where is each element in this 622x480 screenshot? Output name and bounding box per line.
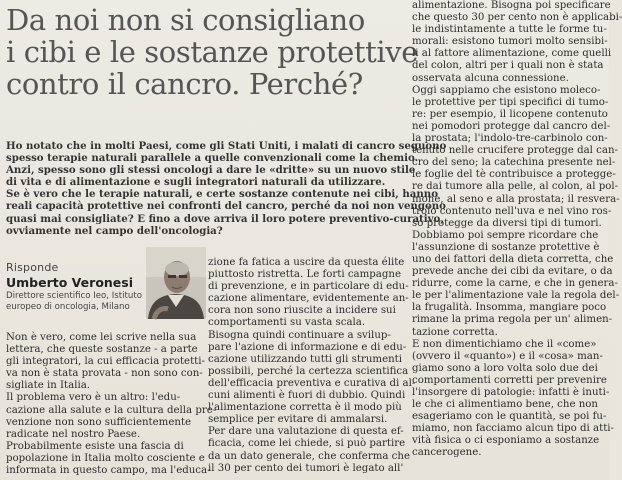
headline-line-3: contro il cancro. Perché? bbox=[6, 67, 363, 101]
author-role bbox=[6, 291, 146, 313]
column-1-line: gli integratori, la cui efficacia protetti- bbox=[6, 356, 205, 368]
column-3-line: Dobbiamo poi sempre ricordare che bbox=[412, 229, 599, 241]
column-2-line: cuni alimenti è fuori di dubbio. Quindi bbox=[208, 390, 406, 402]
column-3-line: mone, al seno e alla prostata; il resvera- bbox=[412, 193, 620, 205]
letter-line: di vita e di alimentazione e sugli integratori naturali da utilizzare. bbox=[6, 176, 386, 189]
column-1-line: radicate nel nostro Paese. bbox=[6, 428, 141, 440]
column-2-line: zione fa fatica a uscire da questa élite bbox=[208, 257, 405, 268]
column-3-line: nei pomodori protegge dal cancro del- bbox=[412, 120, 611, 132]
letter-line: Se è vero che le terapie naturali, e certe sostanze contenute nei cibi, hanno bbox=[6, 188, 438, 201]
column-2-line: cazione alimentare, evidentemente an- bbox=[208, 293, 409, 305]
column-3-line: re: per esempio, il licopene contenuto bbox=[412, 108, 608, 120]
column-3-line: comportamenti corretti per prevenire bbox=[412, 374, 607, 386]
reader-letter bbox=[6, 140, 447, 237]
column-3-line: li al fattore alimentazione, come quelli bbox=[412, 48, 612, 60]
column-1-line: sigliate in Italia. bbox=[6, 380, 91, 392]
author-role-line-2: europeo di oncologia, Milano bbox=[6, 302, 130, 312]
response-column-1 bbox=[6, 332, 217, 477]
column-2-line: Bisogna quindi continuare a svilup- bbox=[208, 329, 391, 341]
response-column-2 bbox=[208, 257, 416, 475]
column-2-line: pare l'azione di informazione e di edu- bbox=[208, 341, 407, 353]
author-role-line-1: Direttore scientifico Ieo, Istituto bbox=[6, 291, 142, 301]
column-3-line: cro del seno; la catechina presente nel- bbox=[412, 157, 616, 169]
column-3-line: morali: esistono tumori molto sensibi- bbox=[412, 36, 608, 48]
column-3-line: le per l'alimentazione vale la regola del- bbox=[412, 290, 620, 302]
column-3-line: cancerogene. bbox=[412, 447, 482, 459]
column-1-line: Non è vero, come lei scrive nella sua bbox=[6, 332, 197, 343]
column-3-line: alimentazione. Bisogna poi specificare bbox=[412, 0, 611, 11]
column-1-line: Probabilmente esiste una fascia di bbox=[6, 440, 184, 452]
column-2-line: il 30 per cento dei tumori è legato all' bbox=[208, 462, 404, 474]
column-1-line: cazione alla salute e la cultura della pre- bbox=[6, 404, 217, 416]
column-3-line: l'assunzione di sostanze protettive è bbox=[412, 241, 600, 253]
column-1-line: Il problema vero è un altro: l'edu- bbox=[6, 392, 181, 404]
column-3-line: uno dei fattori della dieta corretta, che bbox=[412, 253, 614, 265]
column-2-line: comportamenti su vasta scala. bbox=[208, 317, 366, 329]
column-2-line: piuttosto ristretta. Le forti campagne bbox=[208, 269, 401, 281]
column-3-line: l'insorgere di patologie: infatti è inuti- bbox=[412, 387, 610, 398]
headline-line-2: i cibi e le sostanze protettive bbox=[6, 35, 419, 69]
column-1-line: va non è stata provata - non sono con- bbox=[6, 368, 203, 380]
column-3-line: tazione corretta. bbox=[412, 326, 498, 338]
column-3-line: tenuto nelle crucifere protegge dal can- bbox=[412, 145, 618, 157]
letter-line: spesso terapie naturali parallele a quelle convenzionali come la chemio. bbox=[6, 152, 419, 165]
column-3-line: osservata alcuna connessione. bbox=[412, 72, 569, 84]
headline bbox=[6, 3, 419, 101]
column-2-line: ficacia, come lei chiede, si può partire bbox=[208, 438, 406, 450]
column-3-line: ridurre, come la carne, e che in genera- bbox=[412, 278, 618, 290]
column-3-line: le protettive per tipi specifici di tumo- bbox=[412, 96, 609, 108]
column-1-line: lettera, che queste sostanze - a parte bbox=[6, 344, 198, 356]
response-column-3 bbox=[412, 0, 622, 460]
column-2-line: da un dato generale, che conferma che bbox=[208, 450, 410, 462]
column-3-line: esageriamo con le quantità, se poi fu- bbox=[412, 411, 607, 423]
column-2-line: possibili, perché la certezza scientifica bbox=[208, 365, 409, 377]
letter-line: reali capacità protettive nei confronti del cancro, perché da noi non vengono bbox=[6, 200, 446, 213]
column-1-line: informata in questo campo, ma l'educa- bbox=[6, 465, 211, 477]
author-name: Umberto Veronesi bbox=[6, 275, 134, 290]
response-label: Risponde bbox=[6, 261, 59, 274]
letter-line: ovviamente nel campo dell'oncologia? bbox=[6, 224, 223, 237]
column-3-line: trolo contenuto nell'uva e nel vino ros- bbox=[412, 205, 612, 217]
column-3-line: le foglie del tè contribuisce a protegge- bbox=[412, 169, 616, 181]
column-2-line: l'alimentazione corretta è il modo più bbox=[208, 402, 402, 414]
column-1-line: popolazione in Italia molto cosciente e bbox=[6, 452, 205, 464]
column-2-line: Per dare una valutazione di questa ef- bbox=[208, 426, 404, 438]
column-3-line: prevede anche dei cibi da evitare, o da bbox=[412, 266, 613, 278]
author-photo bbox=[146, 247, 206, 319]
column-3-line: del colon, altri per i quali non è stata bbox=[412, 60, 604, 72]
column-3-line: (ovvero il «quanto») e il «cosa» man- bbox=[412, 350, 603, 362]
column-3-line: miamo, non facciamo alcun tipo di atti- bbox=[412, 423, 614, 435]
column-3-line: E non dimentichiamo che il «come» bbox=[412, 338, 597, 350]
letter-line: quasi mai consigliate? E fino a dove arriva il loro potere preventivo-curativo, bbox=[6, 212, 444, 225]
column-2-line: semplice per evitare di ammalarsi. bbox=[208, 414, 388, 426]
headline-line-1: Da noi non si consigliano bbox=[6, 3, 365, 37]
column-3-line: rimane la prima regola per un' alimen- bbox=[412, 314, 613, 326]
author-portrait-icon bbox=[146, 247, 206, 319]
column-3-line: la prostata; l'indolo-tre-carbinolo con- bbox=[412, 133, 608, 145]
column-3-line: Oggi sappiamo che esistono moleco- bbox=[412, 84, 601, 96]
column-3-line: la frugalità. Insomma, mangiare poco bbox=[412, 302, 607, 314]
column-3-line: so protegge da diversi tipi di tumori. bbox=[412, 217, 602, 229]
column-3-line: le indistintamente a tutte le forme tu- bbox=[412, 24, 607, 36]
column-3-line: giamo sono a loro volta solo due dei bbox=[412, 362, 598, 374]
letter-line: Anzi, spesso sono gli stessi oncologi a dare le «dritte» su un nuovo stile bbox=[6, 164, 416, 177]
column-2-line: cora non sono riuscite a incidere sui bbox=[208, 305, 396, 317]
column-2-line: di prevenzione, e in particolare di edu- bbox=[208, 281, 409, 293]
column-3-line: vità fisica o ci esponiamo a sostanze bbox=[412, 435, 600, 447]
column-2-line: cazione utilizzando tutti gli strumenti bbox=[208, 353, 403, 365]
column-2-line: dell'efficacia preventiva e curativa di al- bbox=[208, 377, 416, 389]
column-3-line: che questo 30 per cento non è applicabi- bbox=[412, 12, 622, 24]
letter-line: Ho notato che in molti Paesi, come gli Stati Uniti, i malati di cancro seguono bbox=[6, 140, 447, 152]
column-1-line: venzione non sono sufficientemente bbox=[6, 416, 192, 428]
column-3-line: re dai tumore alla pelle, al colon, al pol- bbox=[412, 181, 619, 193]
column-3-line: le che ci alimentiamo bene, che non bbox=[412, 399, 598, 411]
